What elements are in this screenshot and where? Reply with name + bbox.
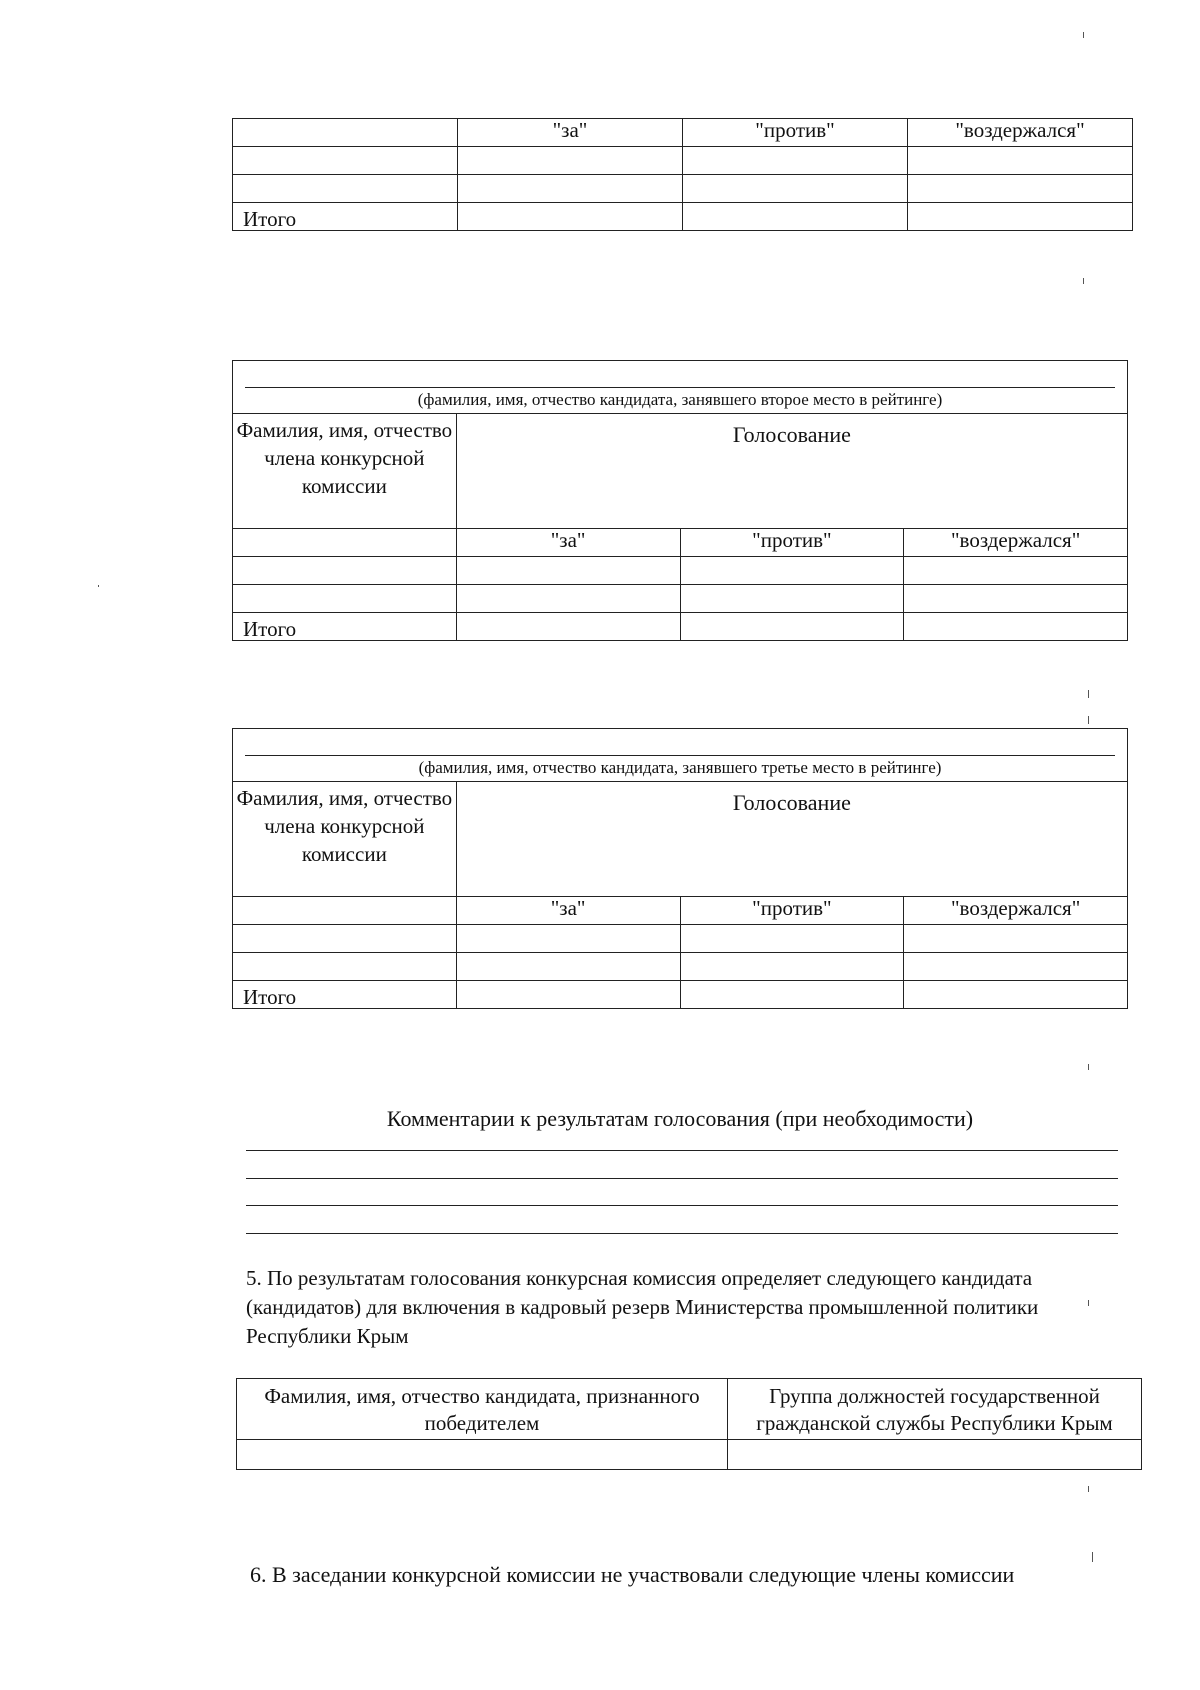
- scan-speck: [1083, 278, 1084, 284]
- scan-speck: [1088, 716, 1089, 724]
- winner-name-header: Фамилия, имя, отчество кандидата, признанного победителем: [237, 1379, 728, 1440]
- comment-line: [246, 1233, 1118, 1234]
- table-cell: [233, 953, 457, 981]
- table-cell: [904, 953, 1128, 981]
- table-cell: [680, 953, 904, 981]
- voting-header: Голосование: [456, 782, 1127, 897]
- table-cell: [456, 953, 680, 981]
- table-cell: [233, 897, 457, 925]
- member-name-header: Фамилия, имя, отчество члена конкурсной комиссии: [233, 414, 457, 529]
- table-cell: [904, 981, 1128, 1009]
- table-cell: [904, 557, 1128, 585]
- scan-speck: [1088, 1486, 1089, 1492]
- vote-against-header: "против": [683, 119, 908, 147]
- winner-table: [236, 1378, 1142, 1470]
- table-cell: [233, 119, 458, 147]
- comment-line: [246, 1150, 1118, 1151]
- comments-heading: Комментарии к результатам голосования (при необходимости): [386, 1106, 974, 1131]
- voting-header: Голосование: [456, 414, 1127, 529]
- table-cell: [680, 981, 904, 1009]
- total-label: Итого: [233, 981, 457, 1009]
- table-cell: [456, 613, 680, 641]
- vote-table-third-place: [232, 728, 1128, 1009]
- scan-speck: [1092, 1552, 1093, 1562]
- vote-abstain-header: "воздержался": [908, 119, 1133, 147]
- scan-speck: [1088, 1300, 1089, 1306]
- vote-for-header: "за": [456, 529, 680, 557]
- table-cell: [458, 147, 683, 175]
- table-cell: [233, 147, 458, 175]
- scan-speck: [1088, 1064, 1089, 1070]
- table-cell: [233, 557, 457, 585]
- table-cell: [456, 981, 680, 1009]
- table-cell: [233, 925, 457, 953]
- table-cell: [680, 925, 904, 953]
- table-cell: [683, 203, 908, 231]
- vote-for-header: "за": [456, 897, 680, 925]
- table-cell: [237, 1440, 728, 1470]
- scan-speck: [98, 585, 99, 587]
- vote-table-first-continuation: [232, 118, 1133, 231]
- vote-table-second-place: [232, 360, 1128, 641]
- vote-abstain-header: "воздержался": [904, 897, 1128, 925]
- candidate-name-field: [233, 361, 1128, 414]
- candidate-caption: (фамилия, имя, отчество кандидата, занявшего третье место в рейтинге): [418, 758, 942, 777]
- table-cell: [908, 147, 1133, 175]
- candidate-name-line: [245, 387, 1115, 388]
- table-cell: [458, 203, 683, 231]
- table-cell: [456, 585, 680, 613]
- comment-line: [246, 1178, 1118, 1179]
- scan-speck: [1083, 32, 1084, 38]
- table-cell: [683, 175, 908, 203]
- candidate-name-field: [233, 729, 1128, 782]
- member-name-header: Фамилия, имя, отчество члена конкурсной комиссии: [233, 782, 457, 897]
- table-cell: [458, 175, 683, 203]
- vote-against-header: "против": [680, 897, 904, 925]
- service-group-header: Группа должностей государственной гражданской службы Республики Крым: [728, 1379, 1142, 1440]
- vote-abstain-header: "воздержался": [904, 529, 1128, 557]
- table-cell: [908, 175, 1133, 203]
- candidate-name-line: [245, 755, 1115, 756]
- section-6-text: 6. В заседании конкурсной комиссии не участвовали следующие члены комиссии: [250, 1562, 1015, 1587]
- table-cell: [233, 529, 457, 557]
- vote-for-header: "за": [458, 119, 683, 147]
- scan-speck: [1088, 690, 1089, 698]
- table-cell: [904, 613, 1128, 641]
- comment-line: [246, 1205, 1118, 1206]
- total-label: Итого: [233, 613, 457, 641]
- table-cell: [680, 585, 904, 613]
- table-cell: [456, 925, 680, 953]
- table-cell: [680, 557, 904, 585]
- candidate-caption: (фамилия, имя, отчество кандидата, занявшего второе место в рейтинге): [417, 390, 943, 409]
- total-label: Итого: [233, 203, 458, 231]
- table-cell: [680, 613, 904, 641]
- section-5-text: 5. По результатам голосования конкурсная комиссия определяет следующего кандидата (кандидатов) для включения в кадровый резерв Министерства промышленной политики Республики Крым: [246, 1266, 1039, 1348]
- table-cell: [904, 585, 1128, 613]
- table-cell: [683, 147, 908, 175]
- table-cell: [456, 557, 680, 585]
- table-cell: [233, 175, 458, 203]
- table-cell: [908, 203, 1133, 231]
- table-cell: [904, 925, 1128, 953]
- vote-against-header: "против": [680, 529, 904, 557]
- table-cell: [233, 585, 457, 613]
- table-cell: [728, 1440, 1142, 1470]
